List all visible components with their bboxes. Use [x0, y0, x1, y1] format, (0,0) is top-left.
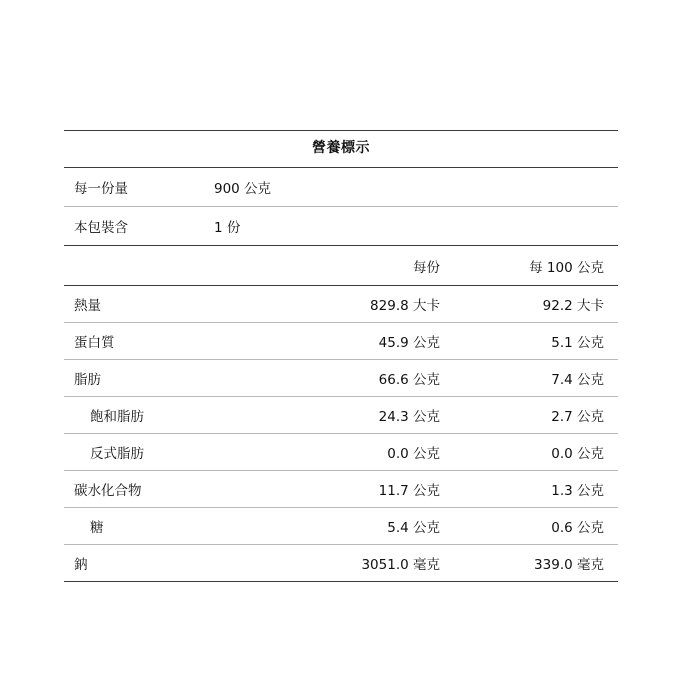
table-row: [64, 508, 618, 544]
nutrient-per-100g: 2.7 公克: [551, 409, 604, 425]
column-header-row: [64, 246, 618, 285]
nutrient-per-100g: 7.4 公克: [551, 372, 604, 388]
nutrient-per-serving: 24.3 公克: [378, 409, 440, 425]
serving-size-value: 900 公克: [214, 181, 272, 197]
servings-per-container-row: [64, 207, 618, 245]
nutrition-facts-panel: [64, 130, 618, 582]
table-row: [64, 471, 618, 507]
nutrient-per-serving: 0.0 公克: [387, 446, 440, 462]
nutrient-per-serving: 11.7 公克: [378, 483, 440, 499]
nutrient-name: 飽和脂肪: [90, 409, 144, 425]
serving-size-row: [64, 168, 618, 206]
column-header-per-serving: 每份: [413, 260, 440, 276]
table-row: [64, 286, 618, 322]
column-header-spacer: [64, 256, 290, 276]
nutrient-name: 糖: [90, 520, 104, 536]
nutrient-per-serving: 45.9 公克: [378, 335, 440, 351]
table-row: [64, 397, 618, 433]
nutrient-per-100g: 1.3 公克: [551, 483, 604, 499]
nutrient-per-100g: 0.0 公克: [551, 446, 604, 462]
servings-per-container-value: 1 份: [214, 220, 241, 236]
column-header-per-100g: 每 100 公克: [529, 260, 604, 276]
table-row: [64, 360, 618, 396]
nutrient-name: 鈉: [74, 557, 88, 573]
nutrient-name: 反式脂肪: [90, 446, 144, 462]
nutrient-per-100g: 5.1 公克: [551, 335, 604, 351]
table-row: [64, 545, 618, 581]
panel-title: 營養標示: [312, 140, 370, 156]
servings-per-container-label: 本包裝含: [74, 220, 128, 236]
table-row: [64, 434, 618, 470]
serving-size-label: 每一份量: [74, 181, 128, 197]
panel-bottom-border: [64, 581, 618, 582]
nutrient-per-serving: 829.8 大卡: [370, 298, 440, 314]
nutrient-name: 脂肪: [74, 372, 101, 388]
nutrient-per-100g: 0.6 公克: [551, 520, 604, 536]
nutrient-per-serving: 5.4 公克: [387, 520, 440, 536]
nutrient-per-serving: 66.6 公克: [378, 372, 440, 388]
nutrient-name: 熱量: [74, 298, 101, 314]
nutrient-name: 蛋白質: [74, 335, 115, 351]
nutrient-per-serving: 3051.0 毫克: [361, 557, 440, 573]
nutrient-per-100g: 92.2 大卡: [542, 298, 604, 314]
nutrient-per-100g: 339.0 毫克: [534, 557, 604, 573]
table-row: [64, 323, 618, 359]
nutrient-name: 碳水化合物: [74, 483, 142, 499]
